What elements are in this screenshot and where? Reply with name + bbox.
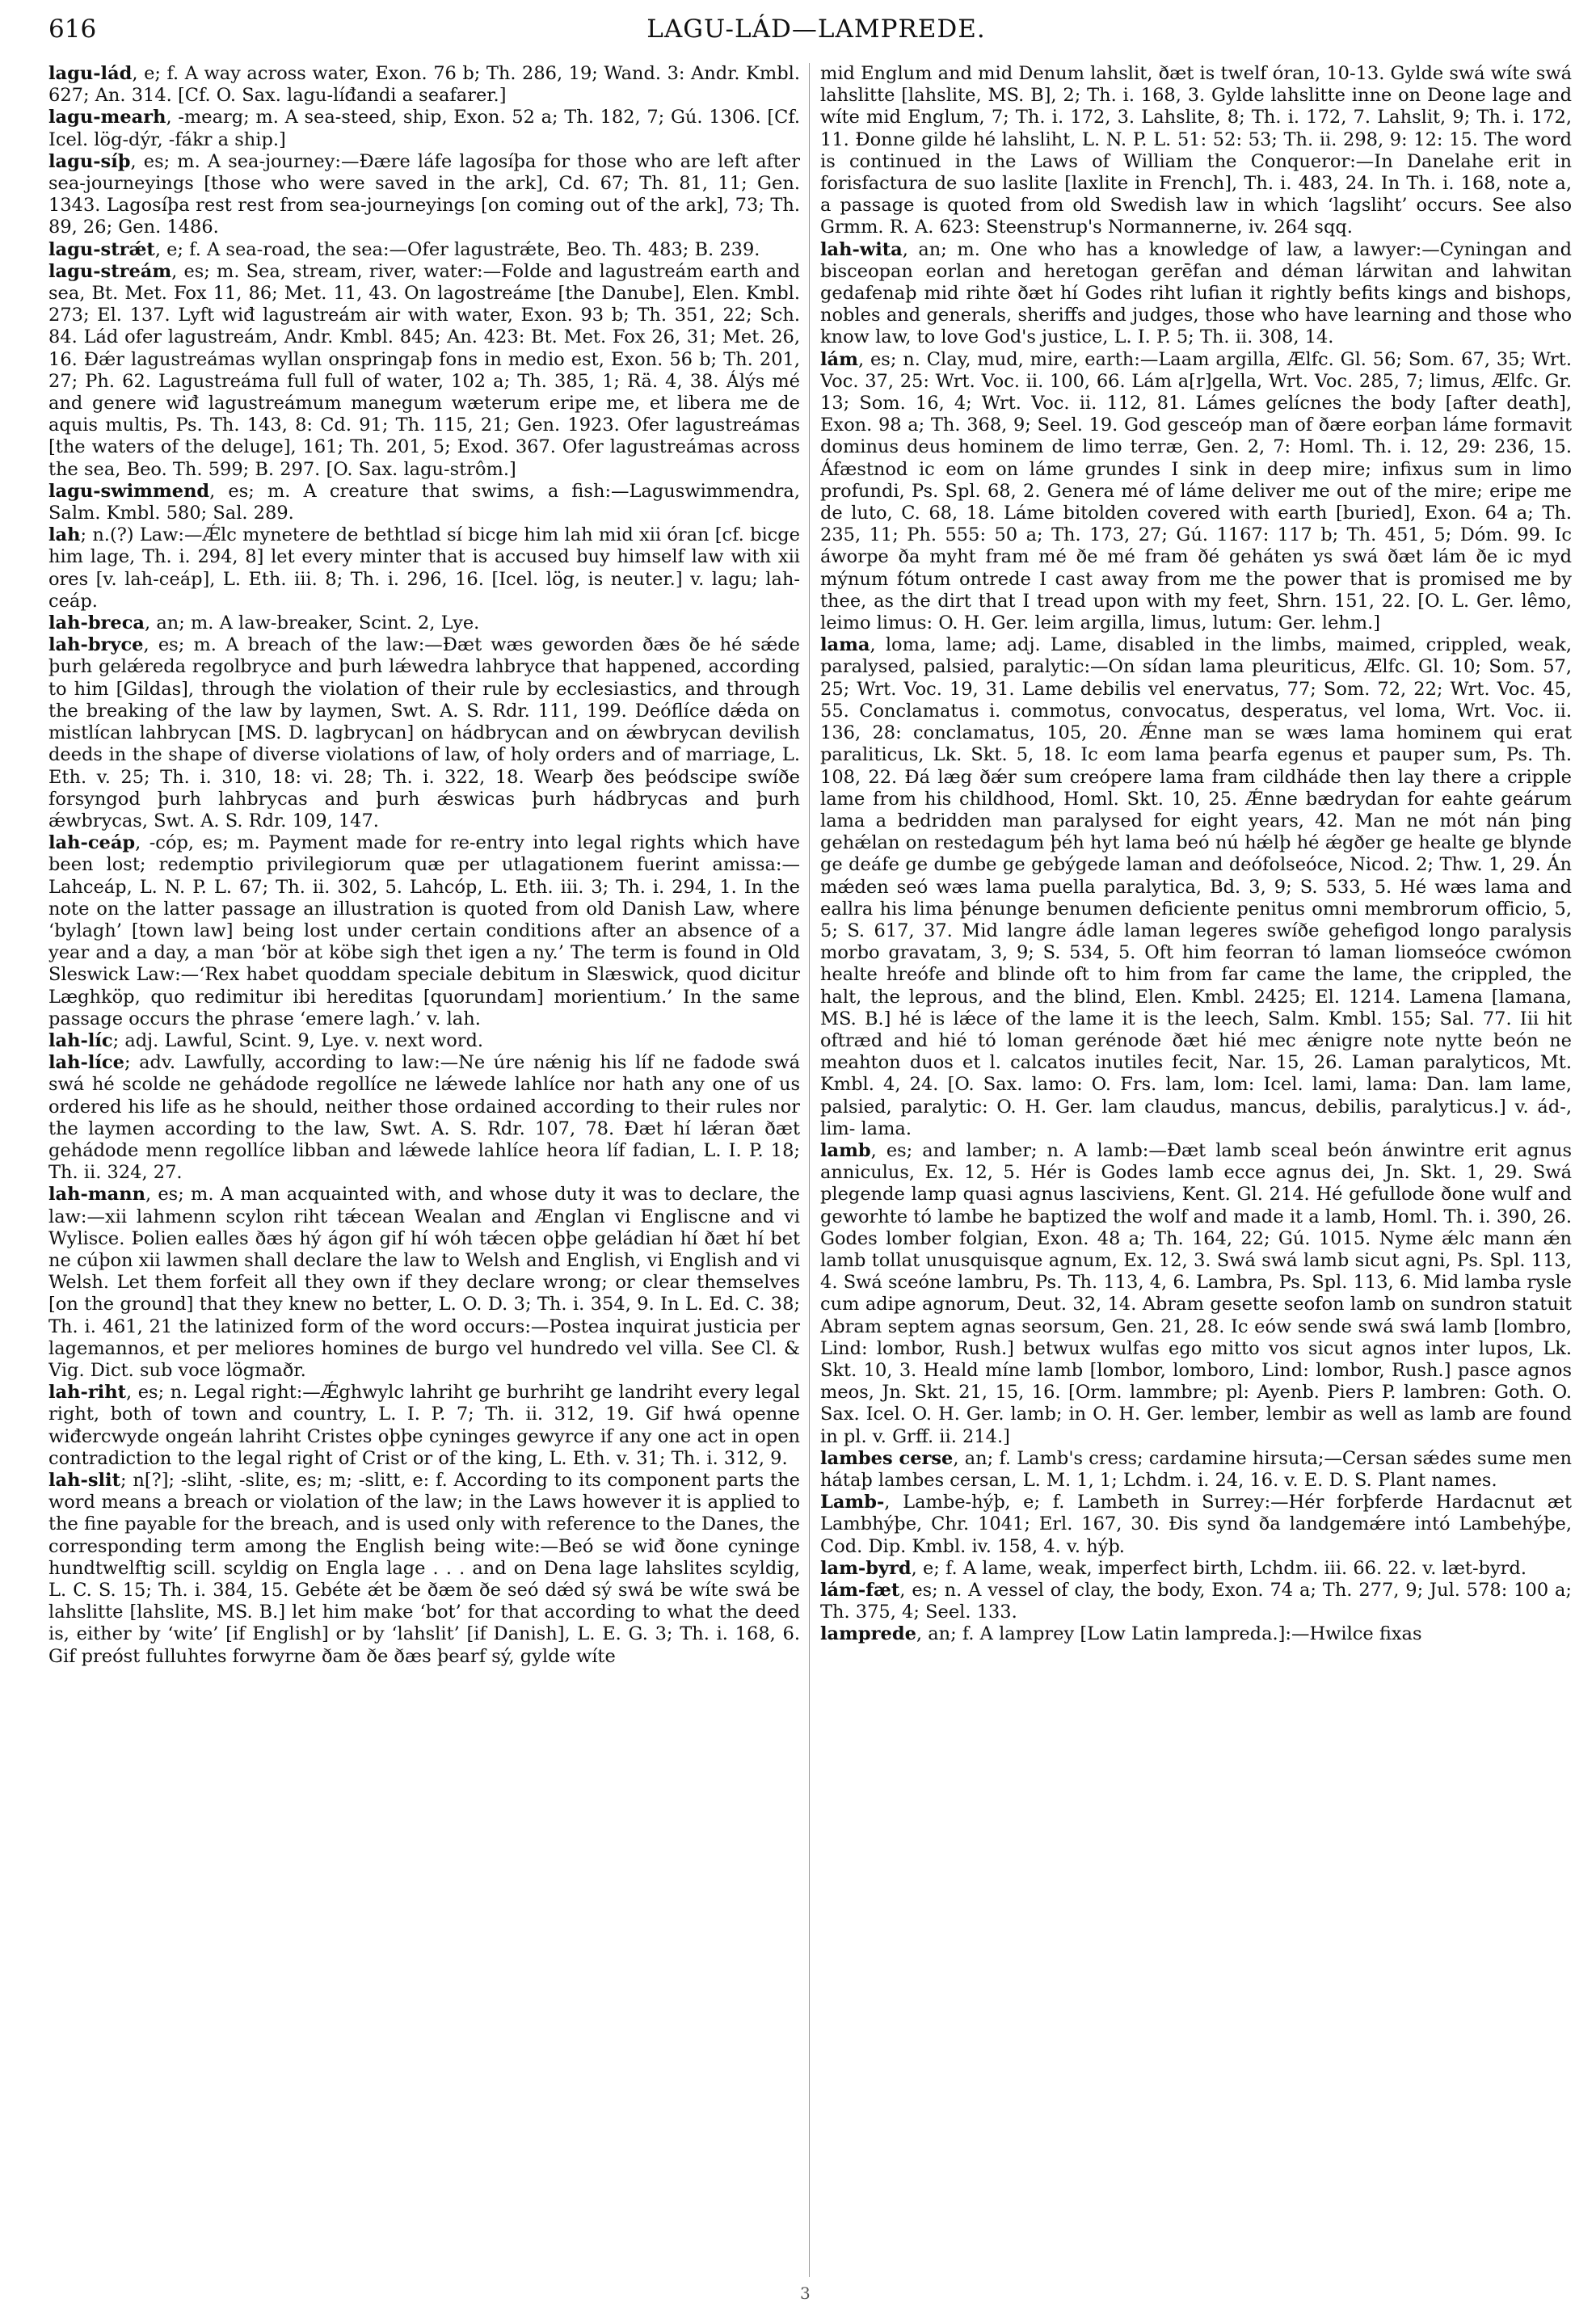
entry-headword: lah-wita xyxy=(820,238,903,260)
entry-definition: , an; m. One who has a knowledge of law, a lawyer:—Cyningan and bisceopan eorlan and heretogan gerēfan and déman lárwitan and lahwitan gedafenaþ mid rihte ðæt hí Godes riht lufian it rightly befits kings and bishops, nobles and generals, sheriffs and judges, those who have learning and those who know law, to love God's justice, L. I. P. 5; Th. ii. 308, 14. xyxy=(820,238,1572,348)
dictionary-entry xyxy=(48,107,800,150)
entry-definition: , e; f. A lame, weak, imperfect birth, Lchdm. iii. 66. 22. v. læt-byrd. xyxy=(911,1557,1527,1579)
dictionary-entry xyxy=(48,1052,800,1184)
entry-headword: lám-fæt xyxy=(820,1580,900,1602)
entry-definition: , es; n. A vessel of clay, the body, Exon. 74 a; Th. 277, 9; Jul. 578: 100 a; Th. 375, 4; Seel. 133. xyxy=(820,1580,1572,1623)
dictionary-entry xyxy=(48,151,800,239)
signature-mark: 3 xyxy=(800,2284,811,2303)
entry-headword: lah-mann xyxy=(48,1184,145,1206)
dictionary-entry xyxy=(820,1580,1572,1623)
entry-headword: lah-slit xyxy=(48,1470,120,1491)
entry-definition: , an; f. A lamprey [Low Latin lampreda.]:—Hwilce fixas xyxy=(916,1623,1422,1645)
entry-headword: lah-riht xyxy=(48,1382,126,1404)
entry-definition: , es; m. A breach of the law:—Ðæt wæs geworden ðæs ðe hé sǽde þurh gelǽreda regolbryce and þurh lǽwedra lahbryce that happened, according to him [Gildas], through the violation of their rule by ecclesiastics, and through the breaking of the law by laymen, Swt. A. S. Rdr. 111, 199. Deóflíce dǽda on mistlícan lahbrycan [MS. D. lagbrycan] on hádbrycan and on ǽwbrycan devilish deeds in the shape of diverse violations of law, of holy orders and of marriage, L. Eth. v. 25; Th. i. 310, 18: vi. 28; Th. i. 322, 18. Wearþ ðes þeódscipe swíðe forsyngod þurh lahbrycas and þurh ǽswicas þurh hádbrycas and þurh ǽwbrycas, Swt. A. S. Rdr. 109, 147. xyxy=(48,634,800,831)
entry-definition: , e; f. A sea-road, the sea:—Ofer lagustrǽte, Beo. Th. 483; B. 239. xyxy=(154,238,760,260)
entry-headword: lagu-lád xyxy=(48,63,133,84)
dictionary-entry xyxy=(820,63,1572,239)
entry-definition: ; adj. Lawful, Scint. 9, Lye. v. next word. xyxy=(112,1029,484,1051)
dictionary-entry xyxy=(48,481,800,524)
dictionary-entry xyxy=(48,239,800,261)
entry-definition: ; n[?]; -sliht, -slite, es; m; -slitt, e: f. According to its component parts the word means a breach or violation of the law; in the Laws however it is applied to the fine payable for the breach, and is used only with reference to the Danes, the corresponding term among the English being wite:—Beó se wiđ ðone cyninge hundtwelftig scill. scyldig on Engla lage . . . and on Dena lage lahslites scyldig, L. C. S. 15; Th. i. 384, 15. Gebéte ǽt be ðæm ðe seó dǽd sý swá be wíte swá be lahslitte [lahslite, MS. B.] let him make ‘bot’ for that according to what the deed is, either by ‘wite’ [if English] or by ‘lahslit’ [if Danish], L. E. G. 3; Th. i. 168, 6. Gif preóst fulluhtes forwyrne ðam ðe ðæs þearf sý, gylde wíte xyxy=(48,1470,800,1667)
right-column xyxy=(820,63,1572,2277)
entry-headword: Lamb- xyxy=(820,1492,885,1513)
entry-headword: lagu-strǽt xyxy=(48,238,155,260)
entry-definition: , e; f. A way across water, Exon. 76 b; Th. 286, 19; Wand. 3: Andr. Kmbl. 627; An. 314. [Cf. O. Sax. lagu-líđandi a seafarer.] xyxy=(48,63,800,107)
dictionary-entry xyxy=(48,63,800,107)
entry-definition: ; adv. Lawfully, according to law:—Ne úre nǽnig his líf ne fadode swá swá hé scolde ne gehádode regollíce ne lǽwede lahlíce nor hath any one of us ordered his life as he should, neither those ordained according to their rules nor the laymen according to the law, Swt. A. S. Rdr. 107, 78. Ðæt hí lǽran ðæt gehádode menn regollíce libban and lǽwede lahlíce heora líf fadian, L. I. P. 18; Th. ii. 324, 27. xyxy=(48,1052,800,1184)
entry-definition: , es; and lamber; n. A lamb:—Ðæt lamb sceal beón ánwintre erit agnus anniculus, Ex. 12, 5. Hér is Godes lamb ecce agnus dei, Jn. Skt. 1, 29. Swá plegende lamp quasi agnus lasciviens, Kent. Gl. 214. Hé gefullode ðone wulf and geworhte tó lambe he baptized the wolf and made it a lamb, Homl. Th. i. 390, 26. Godes lomber folgian, Exon. 48 a; Th. 164, 22; Gú. 1015. Nyme ǽlc mann ǽn lamb tollat unusquisque agnum, Ex. 12, 3. Swá swá lamb sicut agni, Ps. Spl. 113, 4. Swá sceóne lambru, Ps. Th. 113, 4, 6. Lambra, Ps. Spl. 113, 6. Mid lamba rysle cum adipe agnorum, Deut. 32, 14. Abram gesette seofon lamb on sundron statuit Abram septem agnas seorsum, Gen. 21, 28. Ic eów sende swá swá lamb [lombro, Lind: lombor, Rush.] betwux wulfas ego mitto vos sicut agnos inter lupos, Lk. Skt. 10, 3. Heald míne lamb [lombor, lomboro, Lind: lombor, Rush.] pasce agnos meos, Jn. Skt. 21, 15, 16. [Orm. lammbre; pl: Ayenb. Piers P. lambren: Goth. O. Sax. Icel. O. H. Ger. lamb; in O. H. Ger. lember, lembir as well as lamb are found in pl. v. Grff. ii. 214.] xyxy=(820,1139,1572,1447)
entry-headword: lah xyxy=(48,524,81,546)
dictionary-entry xyxy=(48,612,800,634)
entry-headword: lah-ceáp xyxy=(48,832,136,854)
running-title: LAGU-LÁD—LAMPREDE. xyxy=(646,15,986,44)
entry-headword: lagu-swimmend xyxy=(48,480,210,502)
dictionary-entry xyxy=(48,524,800,612)
entry-headword: lám xyxy=(820,348,858,370)
entry-headword: lagu-mearh xyxy=(48,107,166,128)
entry-headword: lamprede xyxy=(820,1623,916,1645)
entry-definition: , -mearg; m. A sea-steed, ship, Exon. 52 a; Th. 182, 7; Gú. 1306. [Cf. Icel. lög-dýr, -fákr a ship.] xyxy=(48,107,800,150)
entry-headword: lama xyxy=(820,634,870,656)
entry-definition: , Lambe-hýþ, e; f. Lambeth in Surrey:—Hér forþferde Hardacnut æt Lambhýþe, Chr. 1041; Erl. 167, 30. Ðis synd ða landgemǽre intó Lambehýþe, Cod. Dip. Kmbl. iv. 158, 4. v. hýþ. xyxy=(820,1492,1572,1557)
entry-definition: , an; m. A law-breaker, Scint. 2, Lye. xyxy=(145,612,480,634)
dictionary-entry xyxy=(48,1382,800,1470)
entry-headword: lamb xyxy=(820,1139,871,1161)
dictionary-entry xyxy=(820,1140,1572,1448)
left-column xyxy=(48,63,800,2277)
entry-definition: , loma, lame; adj. Lame, disabled in the limbs, maimed, crippled, weak, paralysed, palsied, paralytic:—On sídan lama pleuriticus, Ælfc. Gl. 10; Som. 57, 25; Wrt. Voc. 19, 31. Lame debilis vel enervatus, 77; Som. 72, 22; Wrt. Voc. 45, 55. Conclamatus i. commotus, convocatus, desperatus, vel loma, Wrt. Voc. ii. 136, 28: conclamatus, 105, 20. Ǽnne man se wæs lama hominem qui erat paraliticus, Lk. Skt. 5, 18. Ic eom lama þearfa egenus et pauper sum, Ps. Th. 108, 22. Ðá læg ðǽr sum creópere lama fram cildháde then lay there a cripple lame from his childhood, Homl. Skt. 10, 25. Ǽnne bædrydan for eahte geárum lama a bedridden man paralysed for eight years, 42. Man ne mót nán þing gehǽlan on restedagum þéh hyt lama beó nú hǽlþ hé ǽgðer ge healte ge blynde ge deáfe ge dumbe ge gebýgede laman and deófolseóce, Nicod. 2; Thw. 1, 29. Án mǽden seó wæs lama puella paralytica, Bd. 3, 9; S. 533, 5. Hé wæs lama and eallra his lima þénunge benumen deficiente penitus omni membrorum officio, 5, 5; S. 617, 37. Mid langre ádle laman legeres swíðe gehefigod longo paralysis morbo gravatam, 3, 9; S. 534, 5. Oft him feorran tó laman liomseóce cwómon healte hreófe and blinde oft to him from far came the lame, the crippled, the halt, the leprous, and the blind, Elen. Kmbl. 2425; El. 1214. Lamena [lamana, MS. B.] hé is lǽce of the lame it is the leech, Salm. Kmbl. 155; Sal. 77. Iii hit oftræd and hié tó loman gerénode ðæt hié mec ǽnigre note nytte beón ne meahton duos et l. calcatos inutiles fecit, Nar. 15, 26. Laman paralyticos, Mt. Kmbl. 4, 24. [O. Sax. lamo: O. Frs. lam, lom: Icel. lami, lama: Dan. lam lame, palsied, paralytic: O. H. Ger. lam claudus, mancus, debilis, paralyticus.] v. ád-, lim- lama. xyxy=(820,634,1572,1139)
dictionary-entry xyxy=(820,1558,1572,1580)
entry-headword: lah-breca xyxy=(48,612,145,634)
entry-headword: lagu-streám xyxy=(48,260,172,282)
dictionary-entry xyxy=(48,1470,800,1668)
entry-definition: , es; n. Clay, mud, mire, earth:—Laam argilla, Ælfc. Gl. 56; Som. 67, 35; Wrt. Voc. 37, 25: Wrt. Voc. ii. 100, 66. Lám a[r]gella, Wrt. Voc. 285, 7; limus, Ælfc. Gr. 13; Som. 16, 4; Wrt. Voc. ii. 112, 81. Lámes gelícnes the body [after death], Exon. 98 a; Th. 368, 9; Seel. 19. God gesceóp man of ðære eorþan láme formavit dominus deus hominem de limo terræ, Gen. 2, 7: Homl. Th. i. 12, 29: 236, 15. Áfæstnod ic eom on láme grundes I sink in deep mire; infixus sum in limo profundi, Ps. Spl. 68, 2. Genera mé of láme deliver me out of the mire; eripe me de luto, C. 68, 18. Láme bitolden covered with earth [buried], Exon. 64 a; Th. 235, 11; Ph. 555: 50 a; Th. 173, 27; Gú. 1167: 117 b; Th. 451, 5; Dóm. 99. Ic áworpe ða myht fram mé ðe mé fram ðé geháten ys swá ðæt lám ðe ic myd mýnum fótum ontrede I cast away from me the power that is promised me by thee, as the dirt that I tread upon with my feet, Shrn. 151, 22. [O. L. Ger. lêmo, leimo limus: O. H. Ger. leim argilla, limus, lutum: Ger. lehm.] xyxy=(820,348,1572,634)
entry-headword: lagu-síþ xyxy=(48,150,131,172)
entry-definition: ; n.(?) Law:—Ǽlc mynetere de bethtlad sí bicge him lah mid xii óran [cf. bicge him lage, Th. i. 294, 8] let every minter that is accused buy himself law with xii ores [v. lah-ceáp], L. Eth. iii. 8; Th. i. 296, 16. [Icel. lög, is neuter.] v. lagu; lah-ceáp. xyxy=(48,524,800,612)
dictionary-entry xyxy=(820,1448,1572,1492)
entry-headword: lah-líc xyxy=(48,1029,113,1051)
page-header xyxy=(48,15,1584,48)
entry-definition: , es; m. A sea-journey:—Ðære láfe lagosíþa for those who are left after sea-journeyings [those who were saved in the ark], Cd. 67; Th. 81, 11; Gen. 1343. Lagosíþa rest rest from sea-journeyings [on coming out of the ark], 73; Th. 89, 26; Gen. 1486. xyxy=(48,150,800,238)
page-number: 616 xyxy=(48,15,97,44)
entry-definition: , es; n. Legal right:—Ǽghwylc lahriht ge burhriht ge landriht every legal right, both of town and country, L. I. P. 7; Th. ii. 312, 19. Gif hwá openne wiđercwyde ongeán lahriht Cristes oþþe cyninges gewyrce if any one act in open contradiction to the legal right of Crist or of the king, L. Eth. v. 31; Th. i. 312, 9. xyxy=(48,1382,800,1469)
entry-definition: mid Englum and mid Denum lahslit, ðæt is twelf óran, 10-13. Gylde swá wíte swá lahslitte [lahslite, MS. B], 2; Th. i. 168, 3. Gylde lahslitte inne on Deone lage and wíte mid Englum, 7; Th. i. 172, 3. Lahslite, 8; Th. i. 172, 7. Lahslit, 9; Th. i. 172, 11. Ðonne gilde hé lahsliht, L. N. P. L. 51: 52: 53; Th. ii. 298, 9: 12: 15. The word is continued in the Laws of William the Conqueror:—In Danelahe erit in forisfactura de suo laslite [laxlite in French], Th. i. 483, 24. In Th. i. 168, note a, a passage is quoted from old Swedish law in which ‘lagsliht’ occurs. See also Grmm. R. A. 623: Steenstrup's Normannerne, iv. 264 sqq. xyxy=(820,63,1572,238)
dictionary-entry xyxy=(820,239,1572,349)
entry-definition: , es; m. A creature that swims, a fish:—Laguswimmendra, Salm. Kmbl. 580; Sal. 289. xyxy=(48,480,800,524)
entry-definition: , es; m. Sea, stream, river, water:—Folde and lagustreám earth and sea, Bt. Met. Fox 11, 86; Met. 11, 43. On lagostreáme [the Danube], Elen. Kmbl. 273; El. 137. Lyft wiđ lagustreám air with water, Exon. 93 b; Th. 351, 22; Sch. 84. Lád ofer lagustreám, Andr. Kmbl. 845; An. 423: Bt. Met. Fox 26, 31; Met. 26, 16. Ðǽr lagustreámas wyllan onspringaþ fons in medio est, Exon. 56 b; Th. 201, 27; Ph. 62. Lagustreáma full full of water, 102 a; Th. 385, 1; Rä. 4, 38. Álýs mé and genere wiđ lagustreámum manegum wæterum eripe me, et libera me de aquis multis, Ps. Th. 143, 8: Cd. 91; Th. 115, 21; Gen. 1923. Ofer lagustreámas [the waters of the deluge], 161; Th. 201, 5; Exod. 367. Ofer lagustreámas across the sea, Beo. Th. 599; B. 297. [O. Sax. lagu-strôm.] xyxy=(48,260,800,480)
dictionary-entry xyxy=(820,349,1572,635)
column-divider xyxy=(809,63,810,2277)
entry-definition: , an; f. Lamb's cress; cardamine hirsuta;—Cersan sǽdes sume men hátaþ lambes cersan, L. M. 1, 1; Lchdm. i. 24, 16. v. E. D. S. Plant names. xyxy=(820,1447,1572,1491)
dictionary-entry xyxy=(820,1623,1572,1645)
entry-headword: lah-líce xyxy=(48,1052,124,1074)
dictionary-entry xyxy=(48,261,800,481)
entry-headword: lah-bryce xyxy=(48,634,144,656)
dictionary-entry xyxy=(820,634,1572,1140)
entry-headword: lambes cerse xyxy=(820,1447,954,1469)
dictionary-entry xyxy=(820,1492,1572,1558)
dictionary-entry xyxy=(48,1184,800,1382)
dictionary-entry xyxy=(48,634,800,832)
entry-definition: , es; m. A man acquainted with, and whose duty it was to declare, the law:—xii lahmenn scylon riht tǽcean Wealan and Ænglan vi Engliscne and vi Wylisce. Þolien ealles ðæs hý ágon gif hí wóh tǽcen oþþe geládian hí ðæt hí bet ne cúþon xii lawmen shall declare the law to Welsh and English, vi English and vi Welsh. Let them forfeit all they own if they declare wrong; or clear themselves [on the ground] that they knew no better, L. O. D. 3; Th. i. 354, 9. In L. Ed. C. 38; Th. i. 461, 21 the latinized form of the word occurs:—Postea inquirat justicia per lagemannos, et per meliores homines de burgo vel hundredo vel villa. See Cl. & Vig. Dict. sub voce lögmaðr. xyxy=(48,1184,800,1381)
entry-headword: lam-byrd xyxy=(820,1557,912,1579)
entry-definition: , -cóp, es; m. Payment made for re-entry into legal rights which have been lost; redemptio privilegiorum quæ per utlagationem fuerint amissa:—Lahceáp, L. N. P. L. 67; Th. ii. 302, 5. Lahcóp, L. Eth. iii. 3; Th. i. 294, 1. In the note on the latter passage an illustration is quoted from old Danish Law, where ‘bylagh’ [town law] being lost under certain conditions after an absence of a year and a day, a man ‘bör at köbe sigh thet igen a ny.’ The term is found in Old Sleswick Law:—‘Rex habet quoddam speciale debitum in Slæswick, quod dicitur Læghköp, quo redimitur ibi hereditas [quorundam] morientium.’ In the same passage occurs the phrase ‘emere lagh.’ v. lah. xyxy=(48,832,800,1029)
dictionary-entry xyxy=(48,1030,800,1052)
dictionary-entry xyxy=(48,832,800,1030)
